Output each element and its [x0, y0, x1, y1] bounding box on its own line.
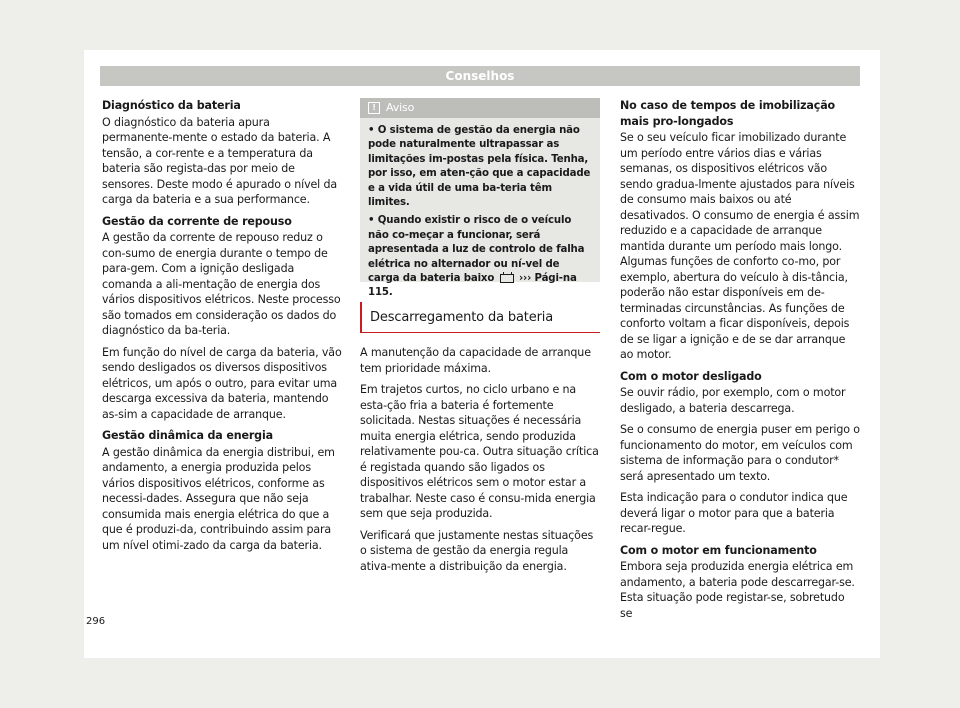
paragraph: Em função do nível de carga da bateria, vão sendo desligados os diversos dispositivos elétricos, um após o outro, para evitar uma descarga excessiva da bateria, mantendo as-sim a capacidade de arranque.	[102, 345, 342, 421]
warning-item	[368, 124, 592, 210]
paragraph: Se ouvir rádio, por exemplo, com o motor desligado, a bateria descarrega.	[620, 386, 846, 415]
paragraph: A gestão da corrente de repouso reduz o con-sumo de energia durante o tempo de para-gem. Com a ignição desligada comanda a ali-mentação de energia dos vários dispositivos elétricos. Neste processo são tomados em consideração os dados do diagnóstico da ba-teria.	[102, 231, 341, 337]
bullet-icon: •	[368, 215, 378, 227]
paragraph: Embora seja produzida energia elétrica em andamento, a bateria pode descarregar-se. Esta situação pode registar-se, sobretudo se	[620, 560, 855, 620]
warning-item	[368, 214, 592, 300]
paragraph: A manutenção da capacidade de arranque tem prioridade máxima.	[360, 346, 591, 375]
paragraph: A gestão dinâmica da energia distribui, em andamento, a energia produzida pelos vários dispositivos elétricos, conforme as necessi-dades. Assegura que não seja consumida mais energia elétrica do que a que é produzi-da, contribuindo assim para um nível otimi-zado da carga da bateria.	[102, 445, 335, 552]
warning-text: O sistema de gestão da energia não pode naturalmente ultrapassar as limitações im-postas pela física. Tenha, por isso, em aten-ção que a capacidade e a vida útil de uma ba-teria têm limites.	[368, 125, 591, 209]
heading-quiescent-current: Gestão da corrente de repouso	[102, 214, 292, 228]
heading-battery-diagnosis: Diagnóstico da bateria	[102, 99, 241, 112]
warning-box	[360, 98, 600, 299]
warning-text: Quando existir o risco de o veículo não co-meçar a funcionar, será apresentada a luz de controlo de falha elétrica no alternador ou ní-vel de carga da bateria baixo	[368, 215, 585, 285]
paragraph: Verificará que justamente nestas situações o sistema de gestão da energia regula ativa-mente a distribuição da energia.	[360, 528, 594, 573]
paragraph: Em trajetos curtos, no ciclo urbano e na esta-ção fria a bateria é fortemente solicitada. Nestas situações é necessária muita energia elétrica, sendo produzida relativamente pou-ca. Outra situação crítica é registada quando são ligados os dispositivos elétricos sem o motor estar a trabalhar. Neste caso é consu-mida energia sem que seja produzida.	[360, 383, 599, 520]
heading-engine-off: Com o motor desligado	[620, 369, 762, 383]
section-title: Descarregamento da bateria	[360, 302, 600, 333]
battery-icon	[500, 274, 514, 283]
warning-body	[360, 118, 600, 301]
column-left	[102, 98, 342, 559]
warning-header	[360, 98, 600, 118]
page-number: 296	[86, 616, 106, 627]
chapter-header: Conselhos	[100, 66, 860, 86]
paragraph: Esta indicação para o condutor indica que deverá ligar o motor para que a bateria recar-regue.	[620, 491, 848, 535]
heading-engine-running: Com o motor em funcionamento	[620, 543, 817, 557]
paragraph: Se o seu veículo ficar imobilizado durante um período entre vários dias e várias semanas, os dispositivos elétricos vão sendo gradua-lmente ajustados para níveis de consumo mais baixos ou até desativados. O consumo de energia é assim reduzido e a capacidade de arranque mantida durante um período mais longo. Algumas funções de conforto co-mo, por exemplo, abertura do veículo à dis-tância, poderão não estar disponíveis em de-terminadas circunstâncias. As funções de conforto voltam a ficar disponíveis, depois de se ligar a ignição e de se dar arranque ao motor.	[620, 131, 860, 361]
column-right	[620, 98, 860, 627]
warning-icon: !	[368, 102, 380, 114]
column-middle	[360, 98, 600, 580]
warning-label: Aviso	[386, 101, 415, 114]
heading-long-immobilization: No caso de tempos de imobilização mais pro-longados	[620, 99, 835, 128]
bullet-icon: •	[368, 125, 378, 136]
page-reference-link[interactable]: ››› Pági-na 115.	[368, 273, 577, 299]
paragraph: Se o consumo de energia puser em perigo o funcionamento do motor, em veículos com sistema de informação para o condutor* será apresentado um texto.	[620, 423, 860, 483]
heading-dynamic-energy: Gestão dinâmica da energia	[102, 429, 273, 442]
paragraph: O diagnóstico da bateria apura permanente-mente o estado da bateria. A tensão, a cor-rente e a temperatura da bateria são regista-das por meio de sensores. Deste modo é apurado o nível da carga da bateria e a sua performance.	[102, 115, 338, 206]
